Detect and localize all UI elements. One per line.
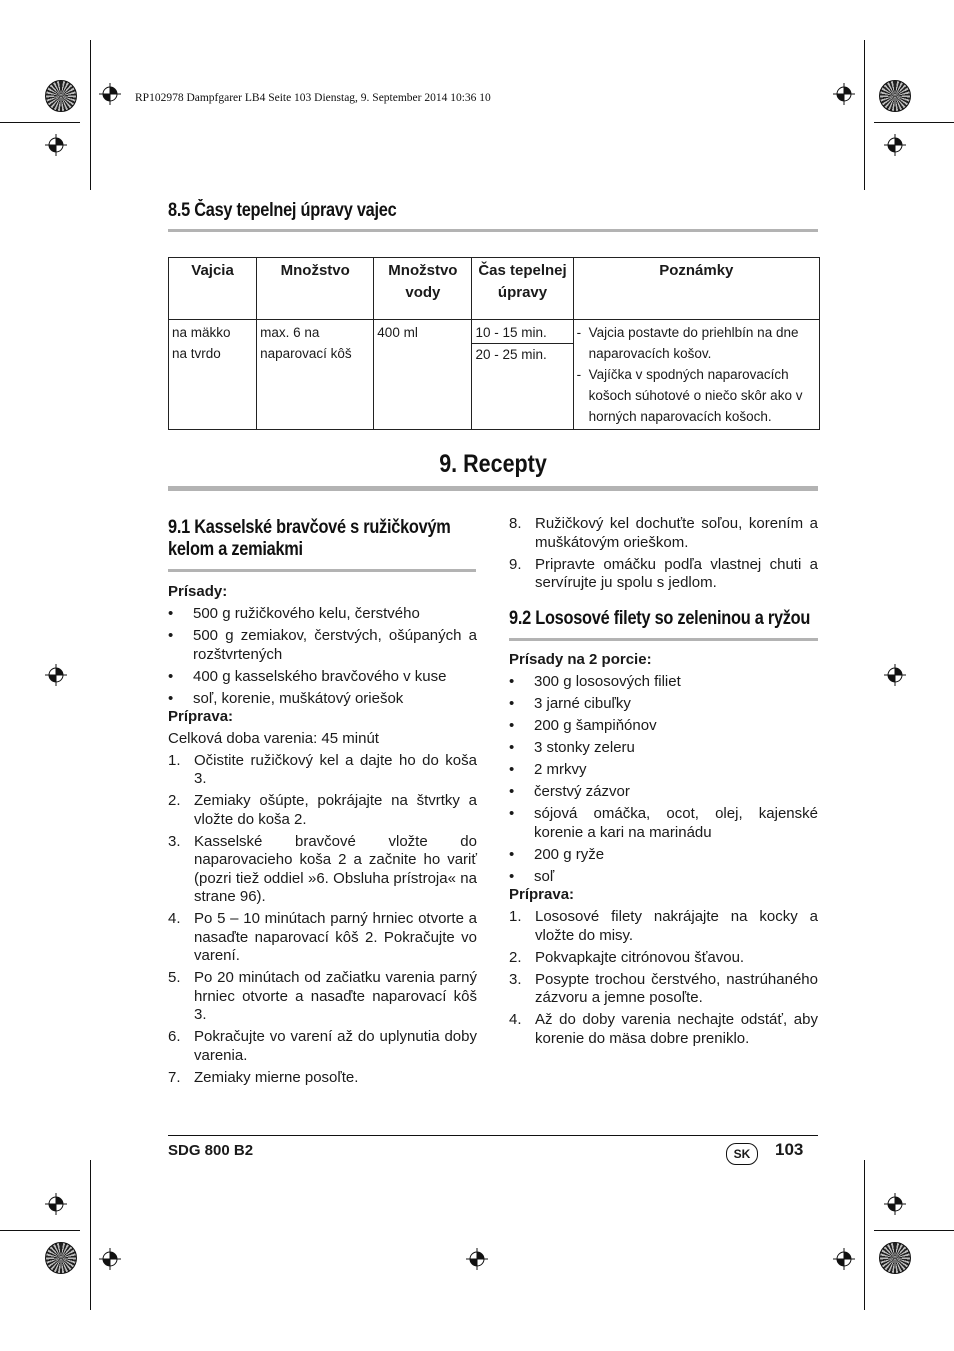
step-item: 2. Zemiaky ošúpte, pokrájajte na štvrtky a vložte do koša 2. <box>168 792 477 828</box>
table-header: Vajcia <box>169 258 257 320</box>
chapter-title: 9. Recepty <box>439 450 547 478</box>
list-item: • 500 g ružičkového kelu, čerstvého <box>168 605 420 622</box>
prep-label: Príprava: <box>509 886 575 903</box>
note-text: Vajíčka v spodných naparovacích košoch súhotové o niečo skôr ako v horných naparovacích košoch. <box>588 367 803 424</box>
table-header: Čas tepelnej úpravy <box>472 258 573 320</box>
registration-mark-icon <box>99 1248 121 1270</box>
list-item: • soľ, korenie, muškátový oriešok <box>168 689 404 707</box>
step-item: 4. Po 5 – 10 minútach parný hrniec otvorte a nasaďte naparovací kôš 2. Pokračujte vo varení. <box>168 910 477 964</box>
footer-rule <box>168 1135 818 1136</box>
color-rosette-icon <box>45 80 77 112</box>
color-rosette-icon <box>45 1242 77 1274</box>
table-cell-eggs <box>169 320 257 430</box>
chapter-rule <box>168 486 818 491</box>
table-cell-amount: max. 6 na naparovací kôš <box>257 320 374 430</box>
list-item: • 400 g kasselského bravčového v kuse <box>168 667 447 685</box>
crop-mark <box>90 40 91 190</box>
step-item: 1. Očistite ružičkový kel a dajte ho do koša 3. <box>168 751 477 787</box>
ingredients-label: Prísady na 2 porcie: <box>509 651 652 668</box>
color-rosette-icon <box>879 1242 911 1274</box>
list-item: • 200 g ryže <box>509 845 605 863</box>
total-time: Celková doba varenia: 45 minút <box>168 729 379 747</box>
registration-mark-icon <box>45 134 67 156</box>
registration-mark-icon <box>884 134 906 156</box>
crop-mark <box>0 1230 80 1231</box>
cook-time: 10 - 15 min. <box>475 325 547 340</box>
recipe-9-2-body <box>509 651 818 1048</box>
list-item: • 3 stonky zeleru <box>509 739 635 756</box>
table-cell-time <box>472 320 573 430</box>
step-item: 9. Pripravte omáčku podľa vlastnej chuti a servírujte ju spolu s jedlom. <box>509 555 818 591</box>
step-item: 3. Kasselské bravčové vložte do naparovacieho koša 2 a začnite ho variť (pozri tiež oddiel »6. Obsluha prístroja« na strane 96). <box>168 832 477 905</box>
table-cell-notes: - Vajcia postavte do priehlbín na dne naparovacích košov. - Vajíčka v spodných naparovacích košoch súhotové o niečo skôr ako v horných naparovacích košoch. <box>573 320 819 430</box>
table-header: Poznámky <box>573 258 819 320</box>
crop-mark <box>874 1230 954 1231</box>
list-item: • 300 g lososových filiet <box>509 673 681 690</box>
egg-type: na tvrdo <box>172 346 221 361</box>
note-text: Vajcia postavte do priehlbín na dne naparovacích košov. <box>588 325 799 361</box>
step-item: 5. Po 20 minútach od začiatku varenia parný hrniec otvorte a nasaďte naparovací kôš 3. <box>168 969 477 1023</box>
list-item: • 500 g zemiakov, čerstvých, ošúpaných a rozštvrtených <box>168 627 477 663</box>
recipe-heading: 9.2 Lososové filety so zeleninou a ryžou <box>509 608 811 629</box>
recipe-9-1-body <box>168 583 477 1087</box>
section-heading: 8.5 Časy tepelnej úpravy vajec <box>168 200 397 221</box>
table-header: Množstvo vody <box>374 258 472 320</box>
color-rosette-icon <box>879 80 911 112</box>
heading-rule <box>509 638 818 641</box>
registration-mark-icon <box>884 664 906 686</box>
list-item: • sójová omáčka, ocot, olej, kajenské korenie a kari na marinádu <box>509 805 818 841</box>
model-name: SDG 800 B2 <box>168 1142 254 1159</box>
egg-cooking-table <box>168 257 820 430</box>
crop-mark <box>0 122 80 123</box>
step-item: 2. Pokvapkajte citrónovou šťavou. <box>509 948 745 966</box>
step-item: 6. Pokračujte vo varení až do uplynutia doby varenia. <box>168 1028 477 1064</box>
crop-mark <box>864 40 865 190</box>
print-info: RP102978 Dampfgarer LB4 Seite 103 Dienstag, 9. September 2014 10:36 10 <box>135 92 491 104</box>
ingredients-label: Prísady: <box>168 583 228 600</box>
egg-type: na mäkko <box>172 325 231 340</box>
registration-mark-icon <box>833 83 855 105</box>
list-item: • čerstvý zázvor <box>509 783 630 800</box>
table-header: Množstvo <box>257 258 374 320</box>
registration-mark-icon <box>45 664 67 686</box>
recipe-heading: 9.1 Kasselské bravčové s ružičkovým kelom a zemiakmi <box>168 517 451 560</box>
heading-rule <box>168 569 476 572</box>
list-item: • soľ <box>509 867 555 885</box>
heading-rule <box>168 229 818 232</box>
registration-mark-icon <box>466 1248 488 1270</box>
step-item: 8. Ružičkový kel dochuťte soľou, korením a muškátovým orieškom. <box>509 515 818 551</box>
page-number: 103 <box>775 1140 804 1159</box>
registration-mark-icon <box>884 1193 906 1215</box>
registration-mark-icon <box>99 83 121 105</box>
list-item: • 2 mrkvy <box>509 761 587 778</box>
cook-time: 20 - 25 min. <box>472 343 572 365</box>
step-item: 4. Až do doby varenia nechajte odstáť, aby korenie do mäsa dobre preniklo. <box>509 1011 818 1047</box>
list-item: • 3 jarné cibuľky <box>509 695 631 712</box>
crop-mark <box>864 1160 865 1310</box>
step-item: 7. Zemiaky mierne posoľte. <box>168 1068 359 1086</box>
recipe-9-1-continued <box>509 515 818 593</box>
registration-mark-icon <box>45 1193 67 1215</box>
crop-mark <box>90 1160 91 1310</box>
step-item: 3. Posypte trochou čerstvého, nastrúhaného zázvoru a jemne posoľte. <box>509 970 818 1006</box>
registration-mark-icon <box>833 1248 855 1270</box>
crop-mark <box>874 122 954 123</box>
table-cell-water: 400 ml <box>374 320 472 430</box>
prep-label: Príprava: <box>168 708 234 725</box>
language-badge: SK <box>726 1143 758 1165</box>
step-item: 1. Lososové filety nakrájajte na kocky a vložte do misy. <box>509 908 818 944</box>
list-item: • 200 g šampiňónov <box>509 717 657 734</box>
